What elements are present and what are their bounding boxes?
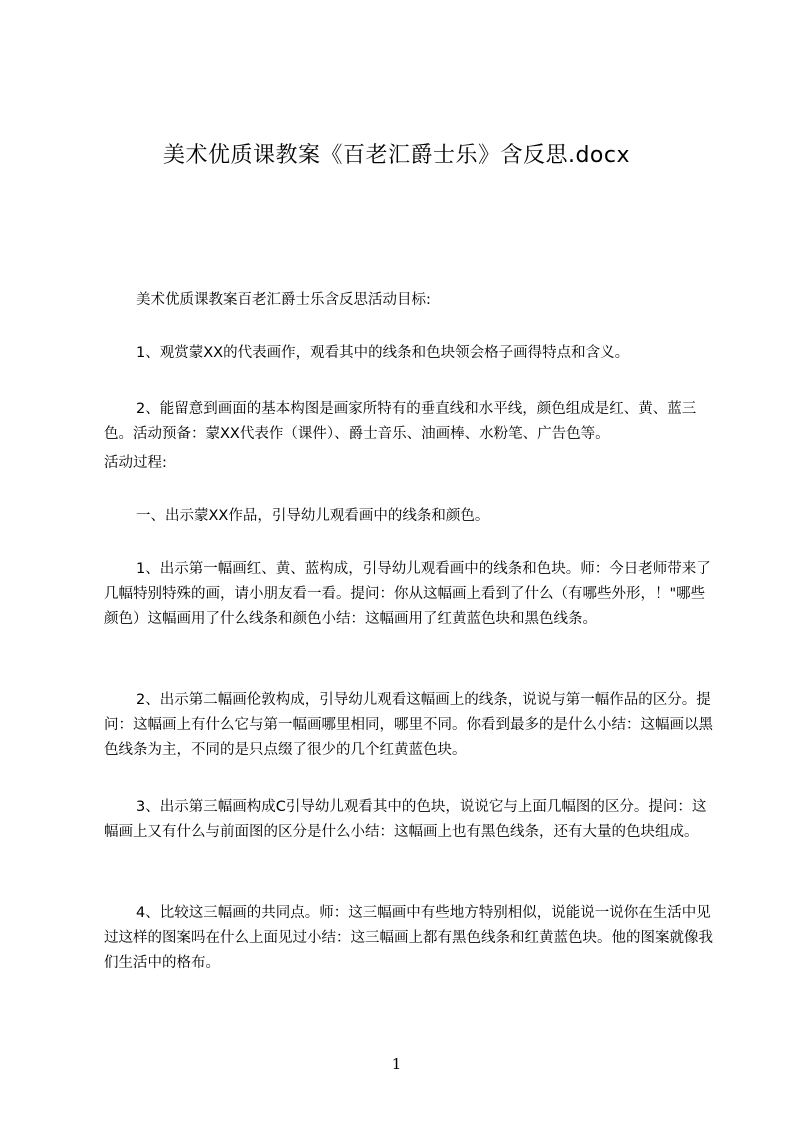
paragraph-item-2: 2、出示第二幅画伦敦构成，引导幼儿观看这幅画上的线条，说说与第一幅作品的区分。提问：这幅画上有什么它与第一幅画哪里相同，哪里不同。你看到最多的是什么小结：这幅画以黑色线条为主，不同的是只点缀了很少的几个红黄蓝色块。 bbox=[104, 692, 713, 758]
paragraph-objective-2: 2、能留意到画面的基本构图是画家所特有的垂直线和水平线，颜色组成是红、黄、蓝三色。活动预备：蒙XX代表作（课件）、爵士音乐、油画棒、水粉笔、广告色等。 bbox=[104, 401, 697, 442]
page-number: 1 bbox=[391, 1055, 402, 1073]
paragraph-process-heading: 活动过程: bbox=[104, 455, 167, 471]
paragraph-step-one: 一、出示蒙XX作品，引导幼儿观看画中的线条和颜色。 bbox=[136, 508, 490, 524]
paragraph-objective-1: 1、观赏蒙XX的代表画作，观看其中的线条和色块领会格子画得特点和含义。 bbox=[136, 345, 630, 361]
paragraph-item-3: 3、出示第三幅画构成C引导幼儿观看其中的色块，说说它与上面几幅图的区分。提问：这幅画上又有什么与前面图的区分是什么小结：这幅画上也有黑色线条，还有大量的色块组成。 bbox=[104, 799, 707, 840]
document-title: 美术优质课教案《百老汇爵士乐》含反思.docx bbox=[162, 143, 631, 168]
paragraph-item-4: 4、比较这三幅画的共同点。师：这三幅画中有些地方特别相似，说能说一说你在生活中见过这样的图案吗在什么上面见过小结：这三幅画上都有黑色线条和红黄蓝色块。他的图案就像我们生活中的格布。 bbox=[104, 905, 713, 971]
paragraph-objectives-heading: 美术优质课教案百老汇爵士乐含反思活动目标: bbox=[136, 292, 431, 308]
paragraph-item-1: 1、出示第一幅画红、黄、蓝构成，引导幼儿观看画中的线条和色块。师：今日老师带来了几幅特别特殊的画，请小朋友看一看。提问：你从这幅画上看到了什么（有哪些外形，！"哪些颜色）这幅画用了什么线条和颜色小结：这幅画用了红黄蓝色块和黑色线条。 bbox=[104, 561, 711, 627]
